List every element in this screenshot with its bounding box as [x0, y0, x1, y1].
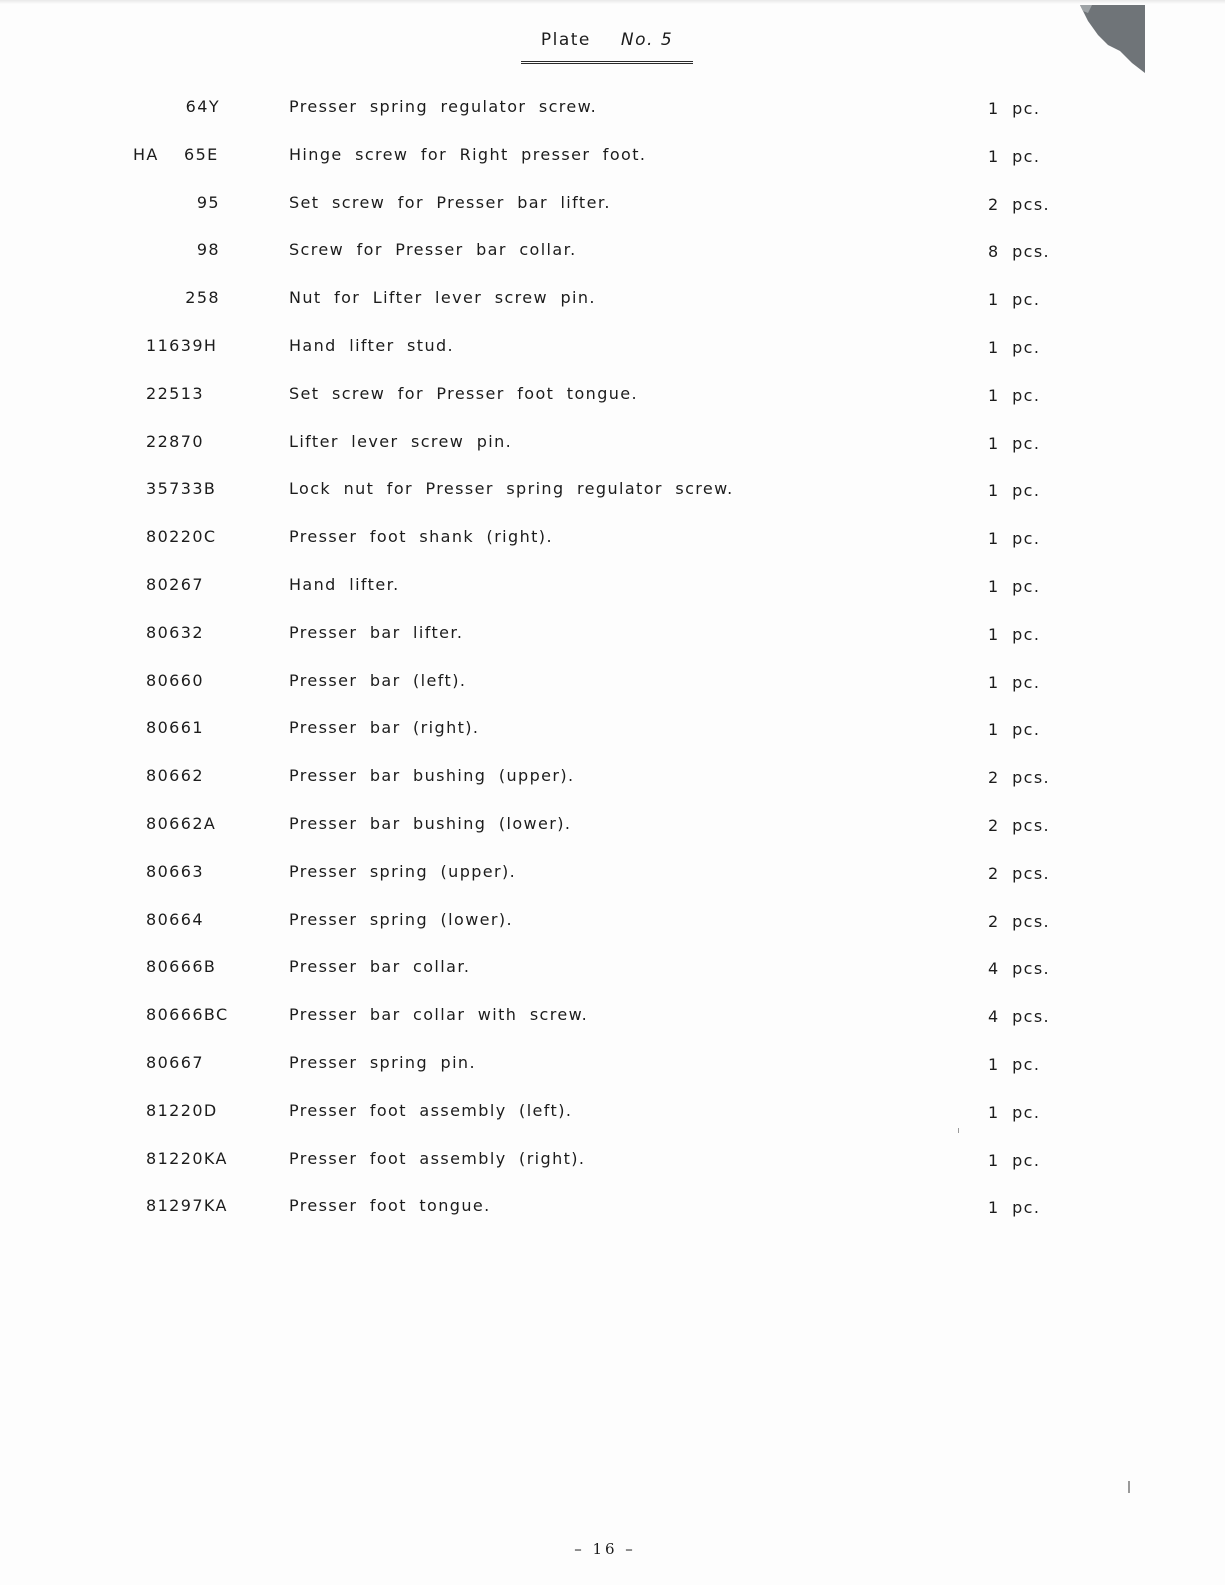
part-row: [0, 327, 1225, 375]
part-description: Presser foot shank (right).: [289, 527, 553, 547]
part-description: Lock nut for Presser spring regulator screw.: [289, 479, 734, 499]
part-number: 35733B: [146, 479, 217, 499]
plate-title: [521, 30, 693, 64]
part-number: 80220C: [146, 527, 217, 547]
part-description: Presser foot assembly (left).: [289, 1100, 573, 1120]
scan-top-edge: [0, 0, 1225, 4]
part-description: Presser spring regulator screw.: [289, 97, 598, 116]
part-description: Hand lifter stud.: [289, 335, 455, 355]
part-quantity: 8 pcs.: [988, 242, 1051, 262]
part-description: Presser foot tongue.: [289, 1196, 491, 1216]
part-row: [0, 757, 1225, 805]
part-number: 80267: [146, 574, 204, 594]
part-number: 65E: [184, 144, 219, 164]
part-description: Hinge screw for Right presser foot.: [289, 144, 647, 164]
part-prefix: HA: [133, 144, 159, 164]
part-row: [0, 423, 1225, 471]
part-row: [0, 88, 1225, 136]
part-description: Presser bar collar.: [289, 957, 471, 977]
part-row: [0, 136, 1225, 184]
part-quantity: 2 pcs.: [988, 863, 1051, 883]
part-row: [0, 1187, 1225, 1235]
part-description: Presser spring (lower).: [289, 909, 514, 929]
part-row: [0, 470, 1225, 518]
part-row: [0, 662, 1225, 710]
part-quantity: 4 pcs.: [988, 1007, 1051, 1027]
part-number: 22870: [146, 431, 204, 451]
part-number: 80666BC: [146, 1005, 229, 1025]
part-quantity: 2 pcs.: [988, 911, 1051, 931]
part-quantity: 1 pc.: [988, 146, 1041, 166]
part-quantity: 1 pc.: [988, 529, 1041, 549]
part-number: 22513: [146, 383, 204, 403]
part-quantity: 1 pc.: [988, 1198, 1041, 1218]
part-number: 80663: [146, 861, 204, 881]
part-row: [0, 996, 1225, 1044]
plate-number: No. 5: [620, 30, 674, 50]
part-quantity: 4 pcs.: [988, 959, 1051, 979]
part-quantity: 1 pc.: [988, 576, 1041, 596]
part-row: [0, 805, 1225, 853]
part-description: Presser spring (upper).: [289, 861, 517, 881]
part-quantity: 1 pc.: [988, 337, 1041, 357]
plate-label: Plate: [540, 30, 591, 50]
part-row: [0, 231, 1225, 279]
part-row: [0, 279, 1225, 327]
part-quantity: 1 pc.: [988, 1054, 1041, 1074]
part-number: 80664: [146, 909, 204, 929]
part-quantity: 1 pc.: [988, 624, 1041, 644]
part-quantity: 2 pcs.: [988, 815, 1051, 835]
part-number: 81220D: [146, 1100, 218, 1120]
part-quantity: 1 pc.: [988, 385, 1041, 405]
part-row: [0, 901, 1225, 949]
part-description: Screw for Presser bar collar.: [289, 240, 577, 260]
part-row: [0, 566, 1225, 614]
part-description: Set screw for Presser bar lifter.: [289, 192, 611, 212]
part-number: 80660: [146, 670, 204, 690]
part-quantity: 2 pcs.: [988, 768, 1051, 788]
part-number: 80666B: [146, 957, 217, 977]
part-description: Presser spring pin.: [289, 1052, 476, 1072]
part-description: Nut for Lifter lever screw pin.: [289, 288, 596, 308]
part-number: 11639H: [146, 335, 218, 355]
part-quantity: 1 pc.: [988, 1150, 1041, 1170]
part-number: 80662: [146, 766, 204, 786]
part-description: Presser bar (left).: [289, 670, 467, 690]
part-quantity: 1 pc.: [988, 99, 1041, 118]
part-row: [0, 375, 1225, 423]
part-number: 80667: [146, 1052, 204, 1072]
part-row: [0, 853, 1225, 901]
part-quantity: 2 pcs.: [988, 194, 1051, 214]
part-description: Presser bar (right).: [289, 718, 480, 738]
part-description: Hand lifter.: [289, 574, 400, 594]
part-number: 258: [185, 288, 220, 308]
part-quantity: 1 pc.: [988, 433, 1041, 453]
part-number: 95: [196, 192, 220, 212]
part-quantity: 1 pc.: [988, 672, 1041, 692]
part-description: Presser foot assembly (right).: [289, 1148, 586, 1168]
part-number: 98: [196, 240, 220, 260]
part-row: [0, 1092, 1225, 1140]
scan-speck: [958, 1128, 959, 1133]
parts-list: [0, 88, 1225, 1235]
page-number: – 16 –: [574, 1540, 636, 1558]
part-description: Presser bar collar with screw.: [289, 1005, 589, 1025]
part-number: 81297KA: [146, 1196, 228, 1216]
part-row: [0, 1044, 1225, 1092]
scan-speck: [1128, 1481, 1130, 1493]
part-number: 81220KA: [146, 1148, 228, 1168]
part-row: [0, 948, 1225, 996]
part-description: Presser bar lifter.: [289, 622, 464, 642]
part-description: Presser bar bushing (upper).: [289, 766, 575, 786]
part-row: [0, 184, 1225, 232]
part-number: 80661: [146, 718, 204, 738]
part-quantity: 1 pc.: [988, 720, 1041, 740]
part-number: 80632: [146, 622, 204, 642]
part-quantity: 1 pc.: [988, 1102, 1041, 1122]
part-row: [0, 518, 1225, 566]
part-row: [0, 1140, 1225, 1188]
part-row: [0, 614, 1225, 662]
part-row: [0, 709, 1225, 757]
part-description: Presser bar bushing (lower).: [289, 813, 572, 833]
part-description: Set screw for Presser foot tongue.: [289, 383, 639, 403]
part-number: 64Y: [185, 97, 220, 116]
part-number: 80662A: [146, 813, 217, 833]
part-description: Lifter lever screw pin.: [289, 431, 513, 451]
part-quantity: 1 pc.: [988, 290, 1041, 310]
torn-corner-icon: [1080, 5, 1145, 73]
part-quantity: 1 pc.: [988, 481, 1041, 501]
